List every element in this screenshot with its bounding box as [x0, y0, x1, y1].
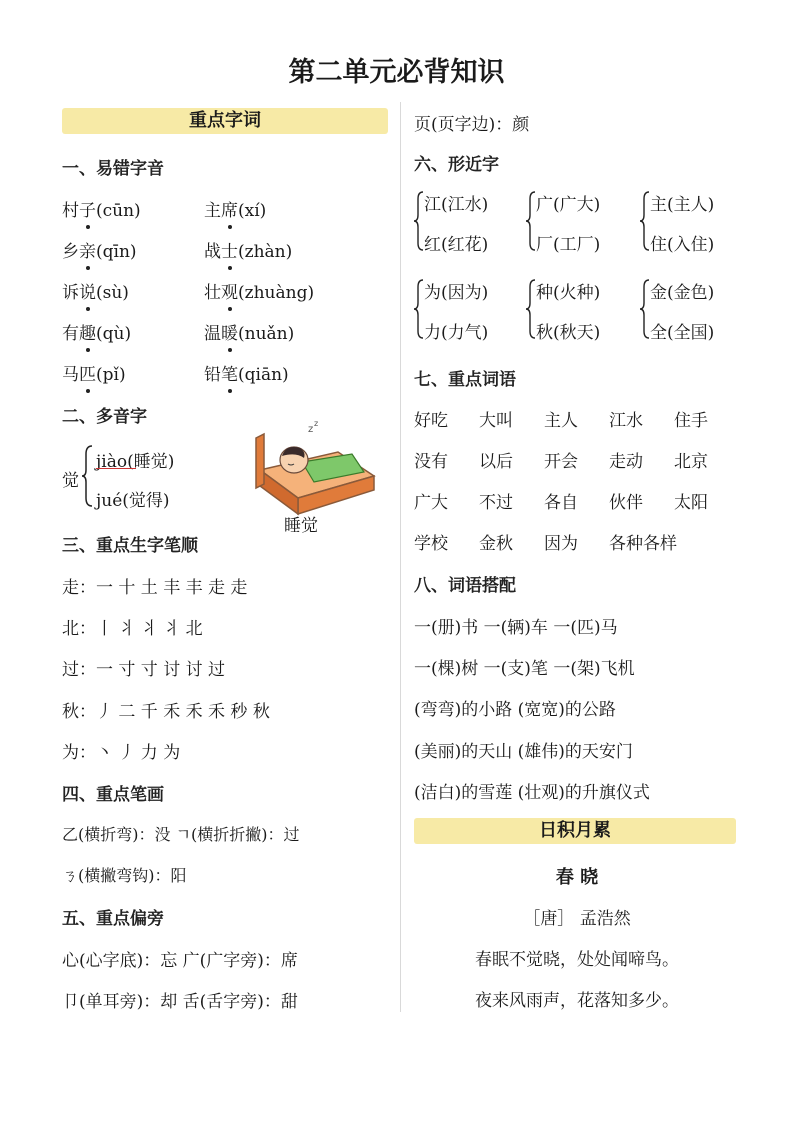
section-banner-key-words: 重点字词: [62, 108, 388, 134]
radical-line: 心(心字底)：忘 广(广字旁)：席: [62, 951, 298, 971]
word-item: 以后: [479, 452, 513, 472]
word-item: 走动: [609, 452, 643, 472]
word-item: 太阳: [674, 493, 708, 513]
word-item: 开会: [544, 452, 578, 472]
pronunciation-item: 战士(zhàn): [204, 242, 293, 262]
word-item: 好吃: [414, 411, 448, 431]
section-heading-similar-chars: 六、形近字: [414, 155, 499, 175]
word-item: 没有: [414, 452, 448, 472]
word-item: 学校: [414, 534, 448, 554]
section-heading-collocations: 八、词语搭配: [414, 576, 516, 596]
word-item: 因为: [544, 534, 578, 554]
radical-line: 卩(单耳旁)：却 舌(舌字旁)：甜: [62, 992, 298, 1012]
svg-text:z: z: [308, 424, 314, 435]
section-heading-radicals: 五、重点偏旁: [62, 909, 164, 929]
sleeping-boy-illustration: [242, 418, 382, 518]
polyphone-reading-b: jué(觉得): [96, 491, 170, 511]
page-title: 第二单元必背知识: [288, 57, 505, 88]
collocation-line: (洁白)的雪莲 (壮观)的升旗仪式: [414, 783, 650, 803]
word-item: 各种各样: [609, 534, 677, 554]
pronunciation-item: 诉说(sù): [62, 283, 129, 303]
word-item: 北京: [674, 452, 708, 472]
poem-line: 春眠不觉晓，处处闻啼鸟。: [475, 950, 679, 970]
stroke-line: ㄋ(横撇弯钩)：阳: [62, 866, 187, 885]
radical-line: 页(页字边)：颜: [414, 115, 530, 135]
poem-line: 夜来风雨声，花落知多少。: [475, 991, 679, 1011]
section-banner-daily-accumulation: 日积月累: [414, 818, 736, 844]
stroke-order-line: 北：丨 丬 丬 丬 北: [62, 619, 203, 639]
word-item: 江水: [609, 411, 643, 431]
word-item: 广大: [414, 493, 448, 513]
collocation-line: (美丽)的天山 (雄伟)的天安门: [414, 742, 633, 762]
pronunciation-item: 乡亲(qīn): [62, 242, 137, 262]
pronunciation-item: 壮观(zhuàng): [204, 283, 315, 303]
polyphone-reading-a: jiào(睡觉): [96, 452, 175, 472]
collocation-line: 一(棵)树 一(支)笔 一(架)飞机: [414, 659, 635, 679]
word-item: 住手: [674, 411, 708, 431]
collocation-line: (弯弯)的小路 (宽宽)的公路: [414, 700, 616, 720]
pronunciation-item: 马匹(pǐ): [62, 365, 126, 385]
poem-author: ［唐］ 孟浩然: [523, 909, 631, 929]
word-item: 不过: [479, 493, 513, 513]
brace-icon: [640, 278, 650, 340]
brace-icon: [526, 278, 536, 340]
pronunciation-item: 有趣(qù): [62, 324, 132, 344]
stroke-order-line: 走：一 十 土 丰 丰 走 走: [62, 578, 248, 598]
brace-icon: [526, 190, 536, 252]
word-item: 各自: [544, 493, 578, 513]
poem-title: 春 晓: [555, 867, 599, 888]
word-item: 金秋: [479, 534, 513, 554]
pronunciation-item: 村子(cūn): [62, 201, 141, 221]
polyphone-char: 觉: [62, 471, 79, 491]
brace-icon: [414, 278, 424, 340]
stroke-line: 乙(横折弯)：没 ㄱ(横折折撇)：过: [62, 825, 300, 844]
brace-icon: [414, 190, 424, 252]
underline-mark: [96, 468, 136, 469]
section-heading-strokes: 四、重点笔画: [62, 785, 164, 805]
pronunciation-item: 温暖(nuǎn): [204, 324, 295, 344]
word-item: 伙伴: [609, 493, 643, 513]
section-heading-stroke-order: 三、重点生字笔顺: [62, 536, 198, 556]
section-heading-polyphone: 二、多音字: [62, 407, 147, 427]
section-heading-pronunciation: 一、易错字音: [62, 159, 164, 179]
section-heading-key-words: 七、重点词语: [414, 370, 516, 390]
collocation-line: 一(册)书 一(辆)车 一(匹)马: [414, 618, 618, 638]
brace-icon: [640, 190, 650, 252]
word-item: 主人: [544, 411, 578, 431]
svg-text:z: z: [314, 419, 319, 428]
illustration-caption: 睡觉: [284, 516, 318, 536]
pronunciation-item: 主席(xí): [204, 201, 267, 221]
pronunciation-item: 铅笔(qiān): [204, 365, 289, 385]
stroke-order-line: 过：一 寸 寸 讨 讨 过: [62, 660, 226, 680]
stroke-order-line: 秋：丿 二 千 禾 禾 禾 秒 秋: [62, 702, 270, 722]
stroke-order-line: 为：丶 丿 力 为: [62, 743, 181, 763]
word-item: 大叫: [479, 411, 513, 431]
left-column: [62, 108, 388, 1012]
brace-icon: [82, 444, 94, 508]
column-divider: [400, 102, 401, 1012]
